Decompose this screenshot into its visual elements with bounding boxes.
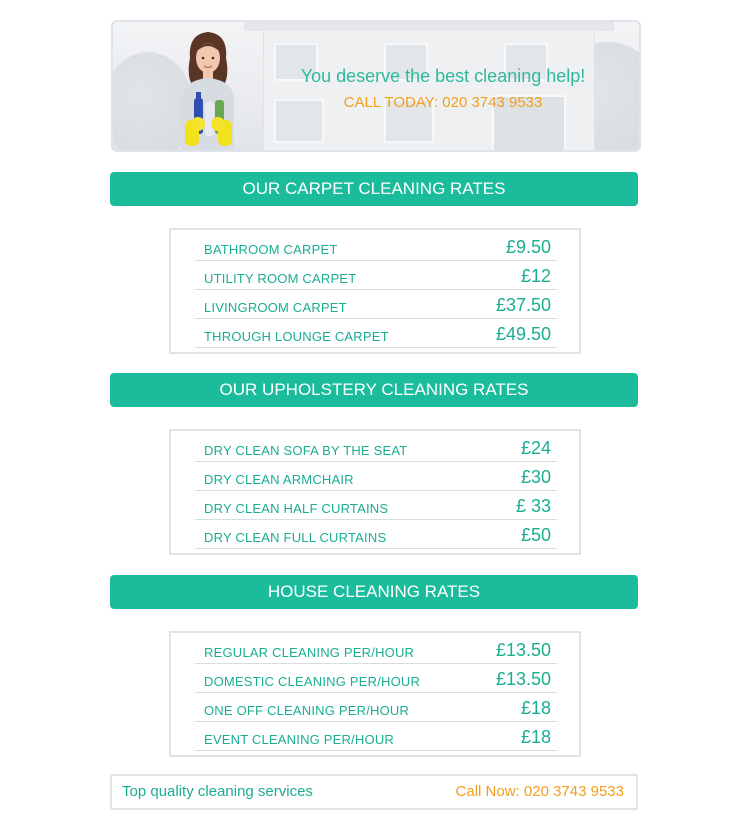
rate-name: EVENT CLEANING PER/HOUR [204, 732, 395, 747]
hero-phone-number[interactable]: CALL TODAY: 020 3743 9533 [343, 94, 543, 111]
rate-price: £18 [520, 698, 551, 718]
footer-tagline: Top quality cleaning services [122, 783, 313, 800]
footer-bar [110, 774, 638, 810]
rate-row [195, 261, 557, 290]
rate-row [195, 433, 557, 462]
rate-price: £24 [520, 438, 551, 458]
rate-name: DRY CLEAN FULL CURTAINS [204, 530, 387, 545]
rate-price: £13.50 [495, 669, 551, 689]
rate-row [195, 491, 557, 520]
carpet-rates-header: OUR CARPET CLEANING RATES [110, 172, 638, 206]
rate-price: £37.50 [495, 295, 551, 315]
rate-row [195, 319, 557, 348]
rate-price: £30 [520, 467, 551, 487]
rate-row [195, 232, 557, 261]
rate-price: £12 [520, 266, 551, 286]
footer-call-now[interactable]: Call Now: 020 3743 9533 [455, 783, 624, 800]
carpet-rates-table [169, 228, 581, 354]
rate-row [195, 635, 557, 664]
rate-price: £49.50 [495, 324, 551, 344]
rate-row [195, 664, 557, 693]
rate-name: ONE OFF CLEANING PER/HOUR [204, 703, 410, 718]
rate-name: REGULAR CLEANING PER/HOUR [204, 645, 415, 660]
rate-name: DOMESTIC CLEANING PER/HOUR [204, 674, 421, 689]
house-cleaning-rates-header: HOUSE CLEANING RATES [110, 575, 638, 609]
upholstery-rates-table [169, 429, 581, 555]
rate-price: £ 33 [515, 496, 551, 516]
upholstery-rates-header: OUR UPHOLSTERY CLEANING RATES [110, 373, 638, 407]
rate-price: £50 [520, 525, 551, 545]
background-house [263, 28, 595, 152]
cleaning-woman-illustration [168, 28, 248, 150]
rate-name: UTILITY ROOM CARPET [204, 271, 357, 286]
rate-row [195, 290, 557, 319]
house-cleaning-rates-table [169, 631, 581, 757]
rate-row [195, 520, 557, 549]
rate-name: THROUGH LOUNGE CARPET [204, 329, 389, 344]
rate-name: DRY CLEAN ARMCHAIR [204, 472, 354, 487]
rate-row [195, 462, 557, 491]
rate-price: £13.50 [495, 640, 551, 660]
hero-banner [111, 20, 641, 152]
rate-row [195, 693, 557, 722]
rate-row [195, 722, 557, 751]
rate-name: BATHROOM CARPET [204, 242, 338, 257]
rate-name: DRY CLEAN HALF CURTAINS [204, 501, 389, 516]
rate-name: LIVINGROOM CARPET [204, 300, 347, 315]
rate-price: £9.50 [505, 237, 551, 257]
rate-price: £18 [520, 727, 551, 747]
hero-tagline: You deserve the best cleaning help! [300, 66, 586, 86]
rate-name: DRY CLEAN SOFA BY THE SEAT [204, 443, 408, 458]
